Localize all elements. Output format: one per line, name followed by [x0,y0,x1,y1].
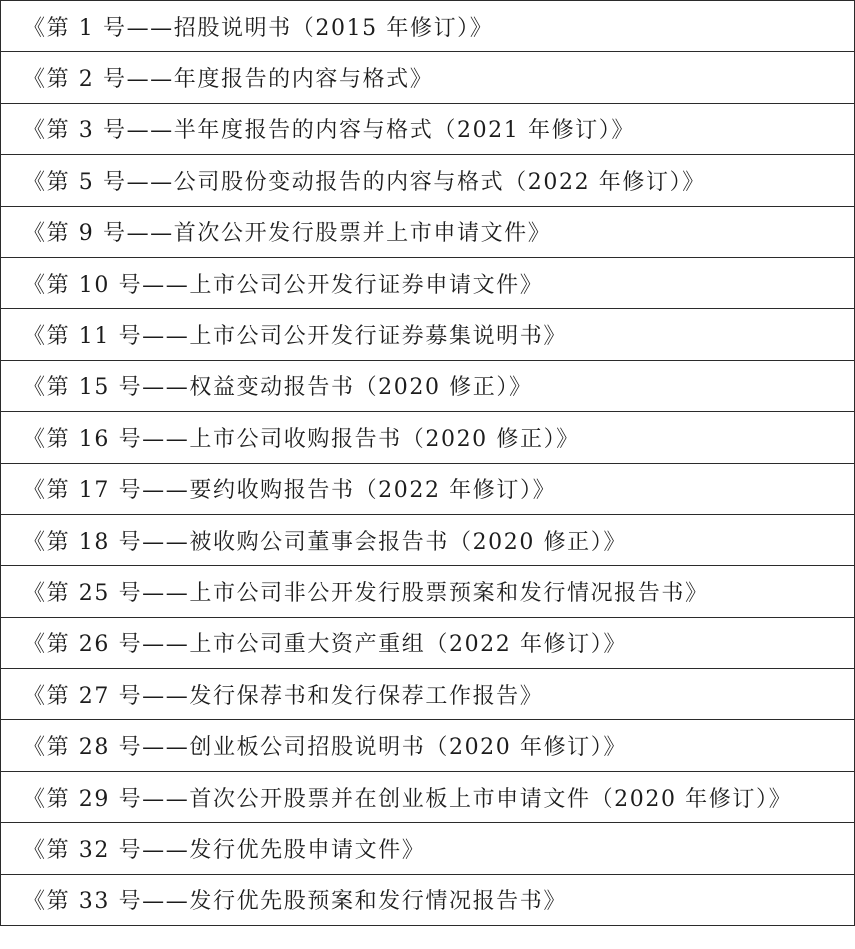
table-row [1,874,855,925]
table-row [1,720,855,771]
table-cell: 《第 1 号——招股说明书（2015 年修订）》 [1,1,855,52]
table-row [1,412,855,463]
table-cell: 《第 10 号——上市公司公开发行证券申请文件》 [1,257,855,308]
table-row [1,360,855,411]
table-cell: 《第 18 号——被收购公司董事会报告书（2020 修正）》 [1,514,855,565]
table-cell: 《第 28 号——创业板公司招股说明书（2020 年修订）》 [1,720,855,771]
table-cell: 《第 27 号——发行保荐书和发行保荐工作报告》 [1,669,855,720]
table-row [1,771,855,822]
table-cell: 《第 32 号——发行优先股申请文件》 [1,823,855,874]
table-row [1,155,855,206]
table-cell: 《第 26 号——上市公司重大资产重组（2022 年修订）》 [1,617,855,668]
table-cell: 《第 29 号——首次公开股票并在创业板上市申请文件（2020 年修订）》 [1,771,855,822]
table-cell: 《第 33 号——发行优先股预案和发行情况报告书》 [1,874,855,925]
table-row [1,566,855,617]
table-row [1,52,855,103]
table-row [1,1,855,52]
table-cell: 《第 15 号——权益变动报告书（2020 修正）》 [1,360,855,411]
table-row [1,257,855,308]
table-row [1,514,855,565]
table-cell: 《第 16 号——上市公司收购报告书（2020 修正）》 [1,412,855,463]
table-cell: 《第 25 号——上市公司非公开发行股票预案和发行情况报告书》 [1,566,855,617]
table-row [1,309,855,360]
table-row [1,206,855,257]
table-cell: 《第 17 号——要约收购报告书（2022 年修订）》 [1,463,855,514]
table-cell: 《第 11 号——上市公司公开发行证券募集说明书》 [1,309,855,360]
table-cell: 《第 9 号——首次公开发行股票并上市申请文件》 [1,206,855,257]
table-cell: 《第 2 号——年度报告的内容与格式》 [1,52,855,103]
table-row [1,669,855,720]
table-cell: 《第 3 号——半年度报告的内容与格式（2021 年修订）》 [1,103,855,154]
table-row [1,463,855,514]
table-row [1,617,855,668]
table-cell: 《第 5 号——公司股份变动报告的内容与格式（2022 年修订）》 [1,155,855,206]
table-row [1,103,855,154]
table-row [1,823,855,874]
